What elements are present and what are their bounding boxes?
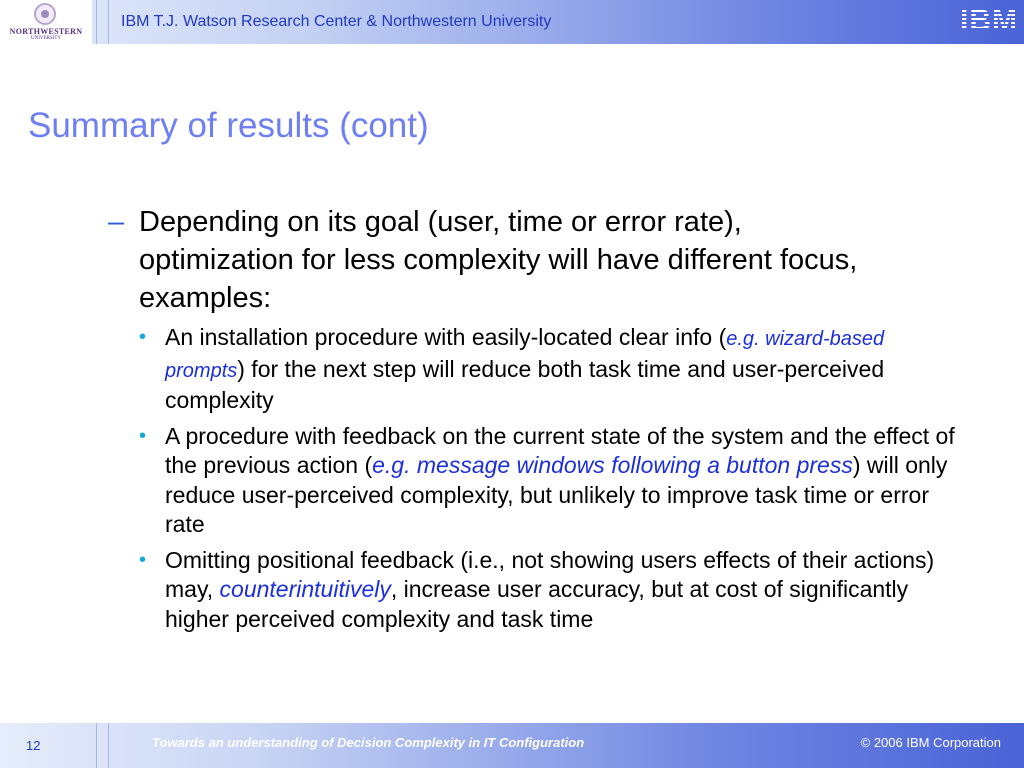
level1-item (108, 203, 988, 317)
ibm-logo: IBM (960, 4, 1018, 37)
page-number: 12 (26, 738, 41, 753)
bullet-text-part: , increase user accuracy, but at cost of significantly higher perceived complexity and task time (165, 576, 909, 632)
footer-bar (0, 723, 1024, 768)
logo-sub: UNIVERSITY (31, 36, 61, 41)
bullet-text-part: ) for the next step will reduce both task time and user-perceived complexity (165, 355, 885, 413)
bullet-highlight: counterintuitively (219, 576, 391, 602)
bullet-text-part: Omitting positional feedback (i.e., not showing users effects of their actions) may, (165, 546, 935, 602)
list-item (139, 323, 988, 416)
northwestern-logo (0, 0, 92, 44)
header-title: IBM T.J. Watson Research Center & Northwestern University (121, 13, 552, 30)
footer-divider (108, 723, 109, 768)
bullet-text-part: A procedure with feedback on the current state of the system and the effect of the previous action ( (165, 422, 955, 478)
bullet-text-part: ) will only reduce user-perceived complexity, but unlikely to improve task time or error rate (165, 452, 948, 537)
header-divider (96, 0, 97, 44)
footer-divider (96, 723, 97, 768)
bullet-highlight: e.g. wizard-based prompts (165, 328, 885, 382)
bullet-text (165, 546, 965, 635)
bullet-icon: • (139, 326, 147, 348)
dash-bullet: – (108, 206, 125, 238)
slide-body (108, 203, 988, 634)
bullet-highlight: e.g. message windows following a button press (372, 452, 853, 478)
list-item (139, 546, 988, 635)
logo-name: NORTHWESTERN (9, 27, 83, 36)
slide-title: Summary of results (cont) (28, 106, 429, 145)
bullet-icon: • (139, 424, 147, 447)
university-seal-icon (34, 3, 56, 25)
header-divider (108, 0, 109, 44)
bullet-icon: • (139, 548, 147, 571)
level1-text: Depending on its goal (user, time or error rate), optimization for less complexity will have different focus, examples: (139, 206, 858, 314)
bullet-text (165, 323, 965, 416)
list-item (139, 422, 988, 540)
bullet-text-part: An installation procedure with easily-located clear info ( (165, 324, 727, 350)
footer-title: Towards an understanding of Decision Complexity in IT Configuration (152, 735, 585, 750)
header-bar (0, 0, 1024, 44)
bullet-text (165, 422, 965, 540)
copyright: © 2006 IBM Corporation (860, 735, 1001, 750)
